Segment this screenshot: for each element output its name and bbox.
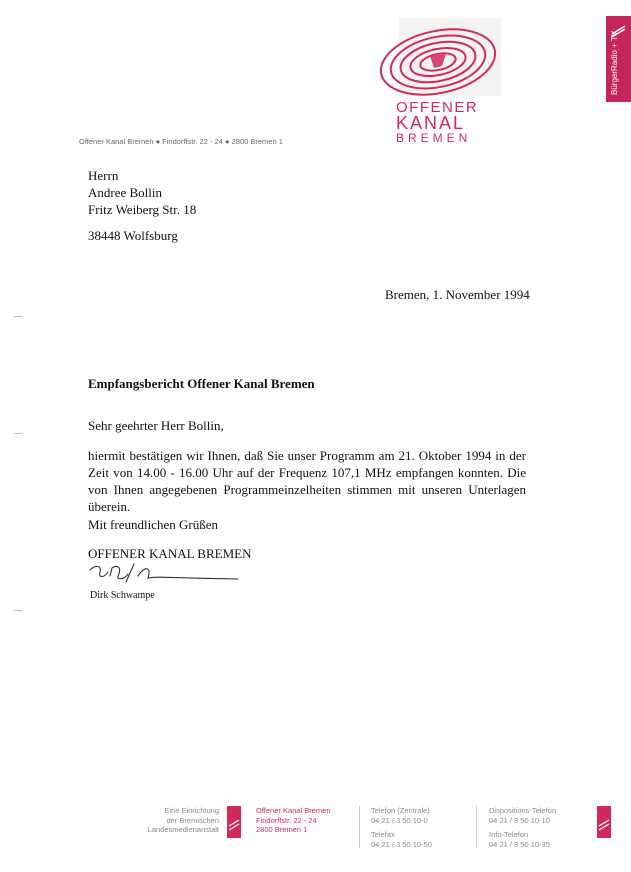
recipient-city: 38448 Wolfsburg [88,228,178,243]
footer-divider [476,806,477,848]
recipient-street: Fritz Weiberg Str. 18 [88,202,197,217]
brand-bremen: BREMEN [396,131,472,145]
signer-name: Dirk Schwampe [90,590,155,601]
footer-line: 2800 Bremen 1 [256,825,308,834]
sender-address-line: Offener Kanal Bremen ● Findorffstr. 22 - 24 ● 2800 Bremen 1 [79,137,283,146]
footer-line: 04 21 / 3 50 10-35 [489,839,550,849]
footer-line: 04 21 / 3 50 10-0 [371,815,428,825]
punch-mark [14,433,22,434]
footer-dispo-phone [489,806,556,849]
footer-line: Telefon (Zentrale) [371,806,430,815]
fold-mark [14,610,22,611]
recipient-name: Andree Bollin [88,185,163,200]
brand-kanal: KANAL [396,113,466,133]
footer-line: 04 21 / 3 50 10-50 [371,839,432,849]
letter-body: hiermit bestätigen wir Ihnen, daß Sie unser Programm am 21. Oktober 1994 in der Zeit von 14.00 - 16.00 Uhr auf der Frequenz 107,1 MHz empfangen konnten. Die von Ihnen angegebenen Programmeinzelheiten stimmen mit unseren Unterlagen überein. [88,448,526,514]
footer-line: Landesmedienanstalt [147,825,219,834]
footer-line: Offener Kanal Bremen [256,806,331,815]
offener-kanal-logo-icon [368,18,508,100]
footer-line: 04 21 / 3 50 10-10 [489,815,550,825]
sender-organization: OFFENER KANAL BREMEN [88,546,252,561]
footer-brand-mark-icon [597,806,611,838]
letter-date: Bremen, 1. November 1994 [385,287,530,302]
footer-line: Info-Telefon [489,830,529,839]
footer-phone [371,806,432,849]
brand-offener: OFFENER [396,99,479,116]
footer-address [256,806,331,835]
footer-line: der Bremischen [166,815,219,825]
footer-divider [359,806,360,848]
recipient-title: Herrn [88,168,119,183]
handwritten-signature [88,560,248,588]
footer-line: Dispositions-Telefon [489,806,557,815]
footer-line: Telefax [371,830,395,839]
letter-closing: Mit freundlichen Grüßen [88,517,218,532]
footer-line: Eine Einrichtung [164,806,219,815]
letter-subject: Empfangsbericht Offener Kanal Bremen [88,376,315,391]
footer-line: Findorffstr. 22 - 24 [256,815,317,825]
footer-institution [115,806,219,835]
letter-salutation: Sehr geehrter Herr Bollin, [88,418,224,433]
footer-brand-mark-icon [227,806,241,838]
side-tag-text: BürgerRadio + TV [610,30,619,95]
fold-mark [14,316,22,317]
